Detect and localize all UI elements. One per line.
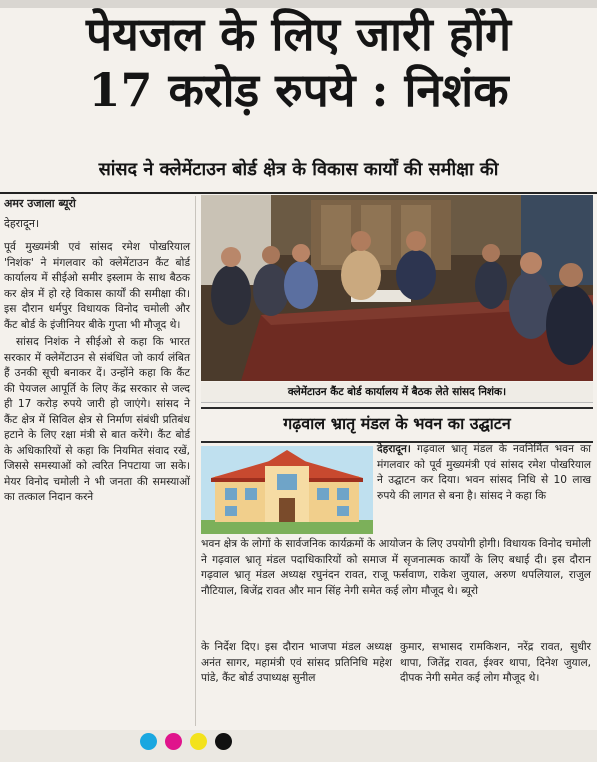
sub-story-dateline: देहरादून। — [377, 443, 411, 455]
sub-story-intro-text: गढ़वाल भ्रातृ मंडल के नवनिर्मित भवन का मंगलवार को पूर्व मुख्यमंत्री एवं सांसद रमेश पोखरियाल ने उद्घाटन कर दिया। भवन सांसद निधि से 10 लाख रुपये की लागत से बना है। सांसद ने कहा कि — [377, 443, 592, 502]
main-story-paragraph: पूर्व मुख्यमंत्री एवं सांसद रमेश पोखरियाल 'निशंक' ने मंगलवार को क्लेमेंटाउन कैंट बोर्ड कार्यालय में सीईओ समीर इस्लाम के साथ बैठक कर क्षेत्र में हो रहे विकास कार्यों की समीक्षा की। इस दौरान धर्मपुर विधायक विनोद चमोली और कैंट बोर्ड के इंजीनियर बीके गुप्ता भी मौजूद थे। — [4, 241, 190, 331]
headline-line-1: पेयजल के लिए जारी होंगे — [85, 7, 512, 61]
continuation-column-1: के निर्देश दिए। इस दौरान भाजपा मंडल अध्यक्ष अनंत सागर, महामंत्री एवं सांसद प्रतिनिधि महेश पांडे, कैंट बोर्ड उपाध्यक्ष सुनील — [201, 641, 392, 684]
magenta-registration-dot — [165, 733, 182, 750]
continuation-column-2: कुमार, सभासद रामकिशन, नरेंद्र रावत, सुधीर थापा, जितेंद्र रावत, ईश्वर थापा, दिनेश जुयाल, दीपक नेगी समेत कई लोग मौजूद थे। — [400, 641, 591, 684]
main-story-continuation — [201, 640, 591, 687]
subheadline-rule — [0, 192, 597, 194]
subheadline: सांसद ने क्लेमेंटाउन बोर्ड क्षेत्र के विकास कार्यों की समीक्षा की — [98, 159, 499, 180]
meeting-photo-illustration — [201, 195, 593, 381]
headline-line-2: 17 करोड़ रुपये : निशंक — [88, 63, 509, 117]
print-registration-strip — [0, 730, 597, 762]
yellow-registration-dot — [190, 733, 207, 750]
byline: अमर उजाला ब्यूरो — [4, 197, 76, 210]
building-illustration — [201, 446, 373, 534]
sub-story-body: भवन क्षेत्र के लोगों के सार्वजनिक कार्यक्रमों के आयोजन के लिए उपयोगी होगी। विधायक विनोद चमोली ने गढ़वाल भ्रातृ मंडल पदाधिकारियों को समाज में सृजनात्मक कार्यों के लिए बधाई दी। इस दौरान गढ़वाल भ्रातृ मंडल अध्यक्ष रघुनंदन रावत, राजू फर्सवाण, राकेश जुयाल, अरुण थपलियाल, राजुल नौटियाल, बिजेंद्र रावत और मान सिंह नेगी समेत कई लोग मौजूद थे। ब्यूरो — [201, 538, 591, 597]
dateline: देहरादून। — [4, 217, 40, 230]
meeting-photo — [201, 195, 593, 381]
main-story-column — [4, 240, 190, 508]
sub-story-intro — [377, 442, 591, 504]
column-divider — [195, 196, 196, 726]
building-illustration-svg — [201, 446, 373, 534]
main-story-paragraph: सांसद निशंक ने सीईओ से कहा कि भारत सरकार में क्लेमेंटाउन से संबंधित जो कार्य लंबित हैं उनकी सूची बनाकर दें। उन्होंने कहा कि कैंट की पेयजल आपूर्ति के लिए केंद्र सरकार से जल्द ही 17 करोड़ रुपये जारी हो जाएंगे। सांसद ने कैंट क्षेत्र में सिविल क्षेत्र से निर्माण संबंधी प्रतिबंध हटाने के लिए रक्षा मंत्री से बात करेंगे। कैंट बोर्ड के अधिकारियों से कहा कि नियमित संवाद रखें, जिससे समस्याओं को त्वरित निपटाया जा सके। मेयर विनोद चमोली ने भी जनता की समस्याओं का तत्काल निदान करने — [4, 336, 190, 503]
photo-caption: क्लेमेंटाउन कैंट बोर्ड कार्यालय में बैठक लेते सांसद निशंक। — [201, 382, 593, 403]
headline — [0, 6, 597, 118]
black-registration-dot — [215, 733, 232, 750]
cyan-registration-dot — [140, 733, 157, 750]
sub-story-heading: गढ़वाल भ्रातृ मंडल के भवन का उद्घाटन — [283, 414, 511, 433]
